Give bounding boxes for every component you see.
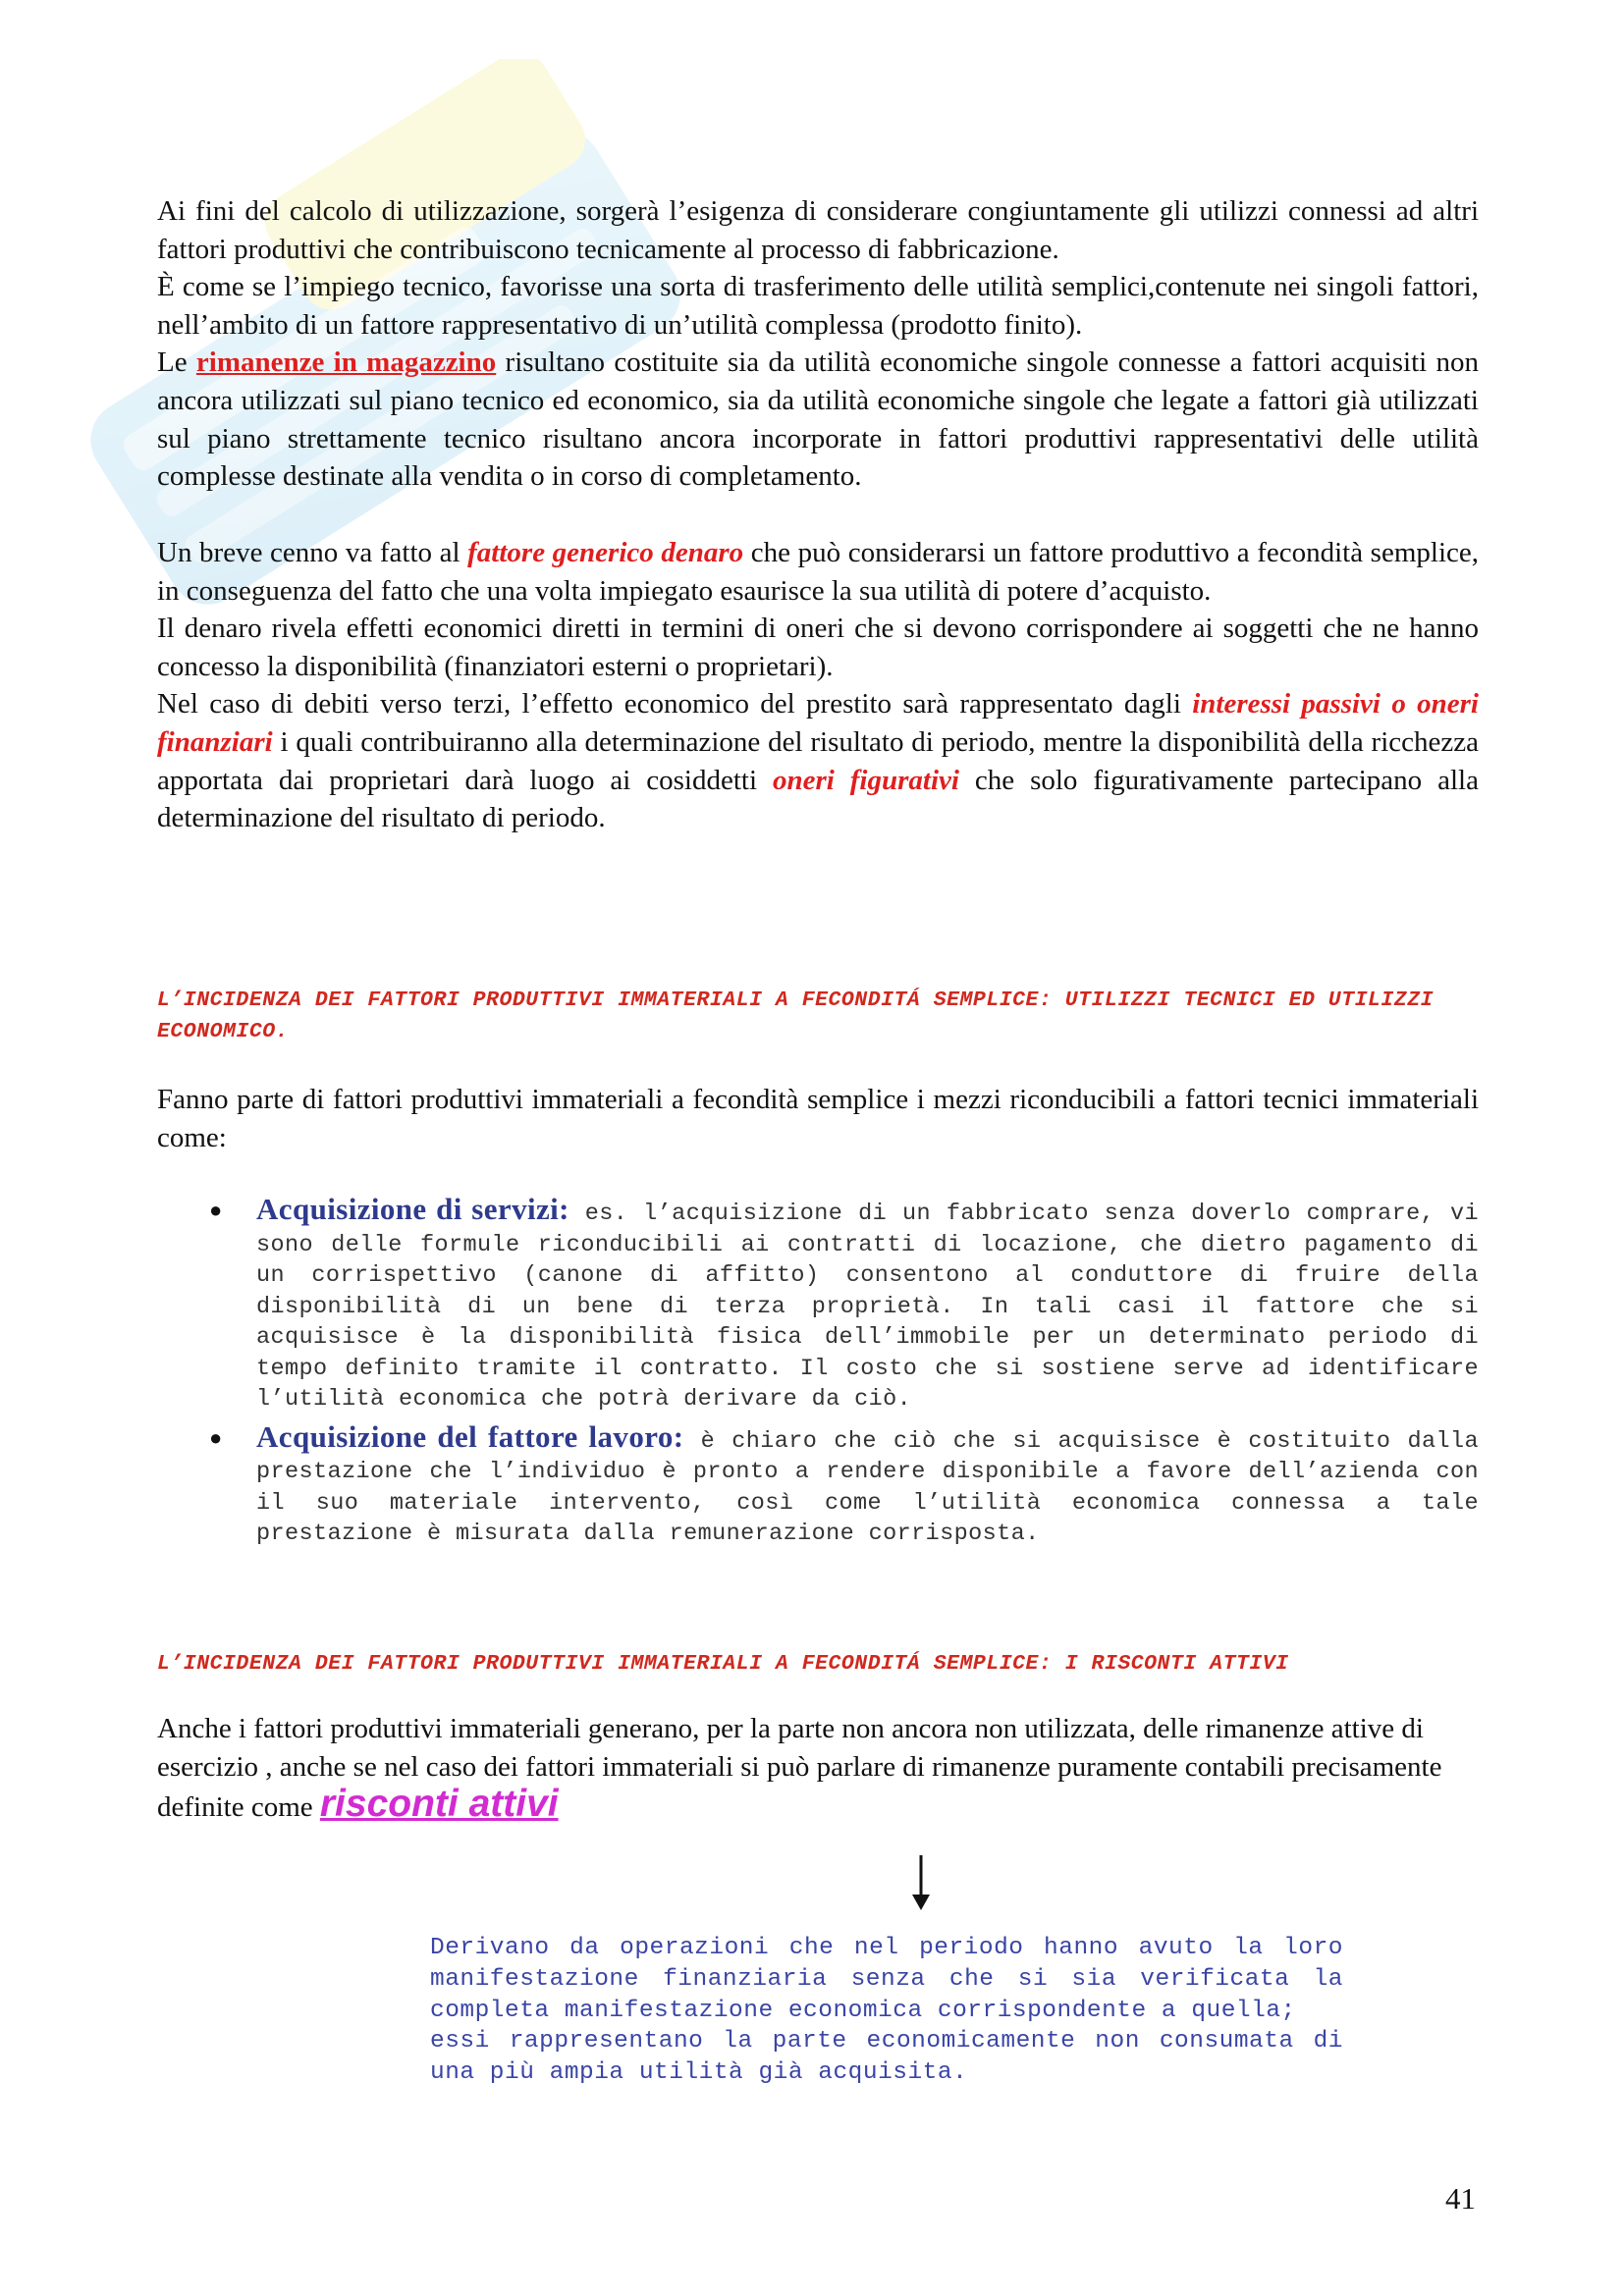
intro-section — [157, 192, 1479, 496]
intro-text-2: È come se l’impiego tecnico, favorisse una sorta di trasferimento delle utilità semplici,contenute nei singoli fattori, nell’ambito di un fattore rappresentativo di un’utilità complessa (prodotto finito). — [157, 271, 1479, 341]
oneri-figurativi-highlight: oneri figurativi — [772, 764, 959, 796]
intro-text-3b: risultano costituite sia da utilità economiche singole connesse a fattori acquisiti non ancora utilizzati sul piano tecnico ed economico, sia da utilità economiche singole che legate a fattori già utilizzati sul piano strettamente tecnico risultano ancora incorporate in fattori produttivi rappresentativi delle utilità complesse destinate alla vendita o in corso di completamento. — [157, 347, 1480, 493]
interessi-highlight: interessi passivi o oneri finanziari — [157, 688, 1479, 758]
section2-text: Anche i fattori produttivi immateriali generano, per la parte non ancora non utilizzata, delle rimanenze attive di esercizio , anche se nel caso dei fattori immateriali si può parlare di rimanenze puramente contabili precisamente definite come — [157, 1713, 1442, 1824]
intro-text-3a: Le — [157, 347, 196, 379]
money-paragraph — [157, 534, 1479, 837]
bullet-dot-icon: ● — [209, 1198, 223, 1222]
denaro-highlight: fattore generico denaro — [467, 537, 744, 568]
section2-text-block — [157, 1710, 1479, 1827]
bullet-title: Acquisizione di servizi: — [256, 1192, 569, 1226]
section1-intro: Fanno parte di fattori produttivi immateriali a fecondità semplice i mezzi riconducibili a fattori tecnici immateriali come: — [157, 1084, 1479, 1153]
bullet-title: Acquisizione del fattore lavoro: — [256, 1418, 684, 1454]
money-text-3b: i quali contribuiranno alla determinazione del risultato di periodo, mentre la disponibilità della ricchezza apportata dai proprietari darà luogo ai cosiddetti — [157, 725, 1479, 796]
section2-heading-block — [157, 1648, 1479, 1680]
money-text-1a: Un breve cenno va fatto al — [157, 537, 468, 568]
section1-heading: L’INCIDENZA DEI FATTORI PRODUTTIVI IMMATERIALI A FECONDITÁ SEMPLICE: UTILIZZI TECNICI ED UTILIZZI ECONOMICO. — [157, 988, 1435, 1043]
intro-text-1: Ai fini del calcolo di utilizzazione, sorgerà l’esigenza di considerare congiuntamente gli utilizzi connessi ad altri fattori produttivi che contribuiscono tecnicamente al processo di fabbricazione. — [157, 195, 1479, 265]
bullet-list-block — [157, 1194, 1479, 1550]
section1-heading-block — [157, 985, 1479, 1047]
intro-paragraph — [157, 192, 1479, 496]
money-text-3a: Nel caso di debiti verso terzi, l’effetto economico del prestito sarà rappresentato dagli — [157, 688, 1193, 721]
section2-heading: L’INCIDENZA DEI FATTORI PRODUTTIVI IMMATERIALI A FECONDITÁ SEMPLICE: I RISCONTI ATTIVI — [157, 1652, 1289, 1676]
explanation-line-1: Derivano da operazioni che nel periodo hanno avuto la loro manifestazione finanziaria senza che si sia verificata la completa manifestazione economica corrispondente a quella; — [430, 1935, 1343, 2024]
risconti-explanation — [430, 1933, 1343, 2089]
bullet-item-servizi — [157, 1194, 1479, 1415]
bullet-item-lavoro — [157, 1418, 1480, 1550]
bullet-text: es. l’acquisizione di un fabbricato senza doverlo comprare, vi sono delle formule riconducibili ai contratti di locazione, che dietro pagamento di un corrispettivo (canone di affitto) consentono al conduttore di fruire della disponibilità di un bene di terza proprietà. In tali casi il fattore che si acquisisce è la disponibilità fisica dell’immobile per un determinato periodo di tempo definito tramite il contratto. Il costo che si sostiene serve ad identificare l’utilità economica che potrà derivare da ciò. — [256, 1201, 1479, 1413]
bullet-text: è chiaro che ciò che si acquisisce è costituito dalla prestazione che l’individuo è pronto a rendere disponibile a favore dell’azienda con il suo materiale intervento, così come l’utilità economica connessa a tale prestazione è misurata dalla remunerazione corrisposta. — [256, 1427, 1480, 1547]
section2-paragraph — [157, 1710, 1479, 1827]
section1-intro-block — [157, 1081, 1479, 1156]
rimanenze-highlight: rimanenze in magazzino — [195, 347, 497, 379]
explanation-line-2: essi rappresentano la parte economicamente non consumata di una più ampia utilità già acquisita. — [430, 2028, 1343, 2087]
money-text-2: Il denaro rivela effetti economici diretti in termini di oneri che si devono corrispondere ai soggetti che ne hanno concesso la disponibilità (finanziatori esterni o proprietari). — [157, 613, 1479, 682]
risconti-attivi-highlight: risconti attivi — [319, 1783, 559, 1826]
bullet-body — [256, 1194, 1479, 1415]
money-text-3c: che solo figurativamente partecipano alla determinazione del risultato di periodo. — [157, 764, 1479, 834]
bullet-dot-icon: ● — [209, 1424, 223, 1450]
page-number: 41 — [1445, 2181, 1476, 2216]
bullet-body — [256, 1418, 1480, 1550]
money-section — [157, 534, 1479, 837]
money-text-1b: che può considerarsi un fattore produttivo a fecondità semplice, in conseguenza del fatto che una volta impiegato esaurisce la sua utilità di potere d’acquisto. — [157, 537, 1479, 607]
down-arrow-icon — [906, 1853, 936, 1912]
bullet-list — [157, 1194, 1479, 1550]
